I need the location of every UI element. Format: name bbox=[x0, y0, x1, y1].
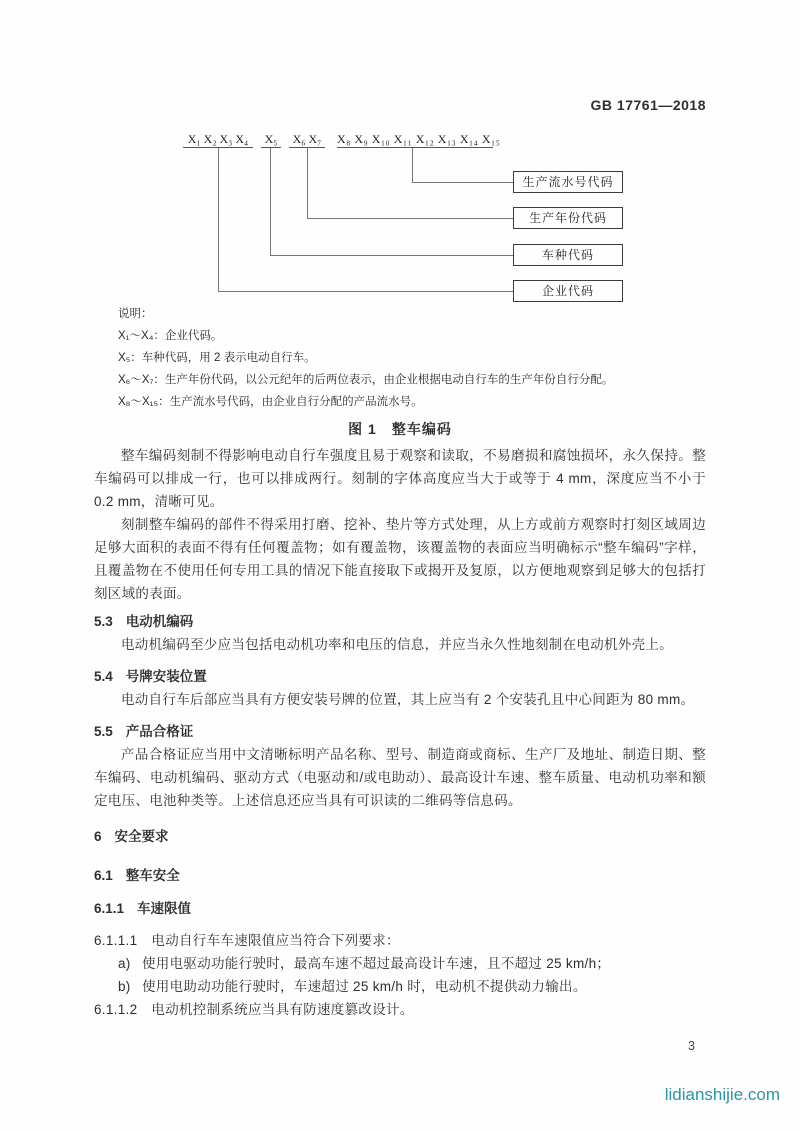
section-title: 车速限值 bbox=[137, 901, 192, 916]
connector-line bbox=[218, 148, 219, 291]
section-heading-6-1 bbox=[94, 864, 706, 887]
legend-item: X₆～X₇：生产年份代码，以公元纪年的后两位表示，由企业根据电动自行车的生产年份自行分配。 bbox=[118, 374, 614, 386]
label-box-year-code: 生产年份代码 bbox=[513, 207, 623, 229]
page-number: 3 bbox=[688, 1039, 695, 1053]
label-box-type-code: 车种代码 bbox=[513, 244, 623, 266]
section-number: 5.5 bbox=[94, 724, 113, 739]
label-box-enterprise-code: 企业代码 bbox=[513, 280, 623, 302]
connector-line bbox=[412, 182, 513, 183]
list-text: 使用电助动功能行驶时，车速超过 25 km/h 时，电动机不提供动力输出。 bbox=[142, 979, 587, 994]
list-item-a bbox=[94, 952, 706, 975]
clause-number: 6.1.1.2 bbox=[94, 1002, 138, 1017]
section-number: 6.1 bbox=[94, 868, 113, 883]
paragraph: 整车编码刻制不得影响电动自行车强度且易于观察和读取，不易磨损和腐蚀损坏，永久保持。整车编码可以排成一行，也可以排成两行。刻制的字体高度应当大于或等于 4 mm，深度应当不小于 0.2 mm，清晰可见。 bbox=[94, 448, 706, 509]
code-positions-year: X₆ X₇ bbox=[289, 132, 325, 148]
paragraph: 刻制整车编码的部件不得采用打磨、挖补、垫片等方式处理，从上方或前方观察时打刻区域周边足够大面积的表面不得有任何覆盖物；如有覆盖物，该覆盖物的表面应当明确标示“整车编码”字样，且覆盖物在不使用任何专用工具的情况下能直接取下或揭开及复原，以方便地观察到足够大的包括打刻区域的表面。 bbox=[94, 517, 706, 601]
section-number: 5.3 bbox=[94, 614, 113, 629]
section-heading-6-1-1 bbox=[94, 897, 706, 920]
list-text: 使用电驱动功能行驶时，最高车速不超过最高设计车速，且不超过 25 km/h； bbox=[142, 956, 611, 971]
code-positions-serial: X₈ X₉ X₁₀ X₁₁ X₁₂ X₁₃ X₁₄ X₁₅ bbox=[337, 132, 501, 146]
section-title: 号牌安装位置 bbox=[125, 669, 207, 684]
paragraph: 电动机编码至少应当包括电动机功率和电压的信息，并应当永久性地刻制在电动机外壳上。 bbox=[121, 637, 673, 652]
section-heading-5-4 bbox=[94, 665, 706, 688]
connector-line bbox=[307, 218, 513, 219]
connector-line bbox=[270, 255, 513, 256]
legend-item: X₈～X₁₅：生产流水号代码，由企业自行分配的产品流水号。 bbox=[118, 396, 423, 408]
legend-item: X₅：车种代码，用 2 表示电动自行车。 bbox=[118, 352, 316, 364]
paragraph: 产品合格证应当用中文清晰标明产品名称、型号、制造商或商标、生产厂及地址、制造日期、整车编码、电动机编码、驱动方式（电驱动和/或电助动）、最高设计车速、整车质量、电动机功率和额定电压、电池种类等。上述信息还应当具有可识读的二维码等信息码。 bbox=[94, 747, 706, 808]
document-body bbox=[94, 303, 706, 1021]
section-title: 电动机编码 bbox=[125, 614, 194, 629]
clause-text: 电动自行车车速限值应当符合下列要求： bbox=[151, 933, 400, 948]
section-heading-5-5 bbox=[94, 720, 706, 743]
clause-6-1-1-1 bbox=[94, 929, 706, 952]
section-number: 5.4 bbox=[94, 669, 113, 684]
legend-title: 说明： bbox=[118, 308, 153, 320]
coding-structure-diagram bbox=[0, 0, 800, 310]
paragraph: 电动自行车后部应当具有方便安装号牌的位置，其上应当有 2 个安装孔且中心间距为 80 mm。 bbox=[121, 692, 695, 707]
list-marker: b) bbox=[118, 979, 131, 994]
connector-line bbox=[270, 148, 271, 255]
connector-line bbox=[218, 291, 513, 292]
watermark: lidianshijie.com bbox=[664, 1085, 780, 1104]
clause-6-1-1-2 bbox=[94, 998, 706, 1021]
list-marker: a) bbox=[118, 956, 131, 971]
figure-legend bbox=[94, 303, 706, 413]
standard-number: GB 17761—2018 bbox=[590, 97, 706, 113]
clause-number: 6.1.1.1 bbox=[94, 933, 138, 948]
section-number: 6 bbox=[94, 829, 102, 844]
legend-item: X₁～X₄：企业代码。 bbox=[118, 330, 223, 342]
section-heading-6 bbox=[94, 825, 706, 848]
code-positions-enterprise: X₁ X₂ X₃ X₄ bbox=[183, 132, 253, 148]
section-heading-5-3 bbox=[94, 610, 706, 633]
label-box-serial-code: 生产流水号代码 bbox=[513, 171, 623, 193]
section-title: 产品合格证 bbox=[125, 724, 194, 739]
section-title: 整车安全 bbox=[125, 868, 180, 883]
list-item-b bbox=[94, 975, 706, 998]
section-number: 6.1.1 bbox=[94, 901, 125, 916]
figure-caption: 图 1 整车编码 bbox=[348, 421, 452, 437]
connector-line bbox=[307, 148, 308, 218]
code-position-vehicle-type: X₅ bbox=[261, 132, 281, 148]
clause-text: 电动机控制系统应当具有防速度篡改设计。 bbox=[151, 1002, 414, 1017]
section-title: 安全要求 bbox=[114, 829, 169, 844]
connector-line bbox=[412, 148, 413, 182]
